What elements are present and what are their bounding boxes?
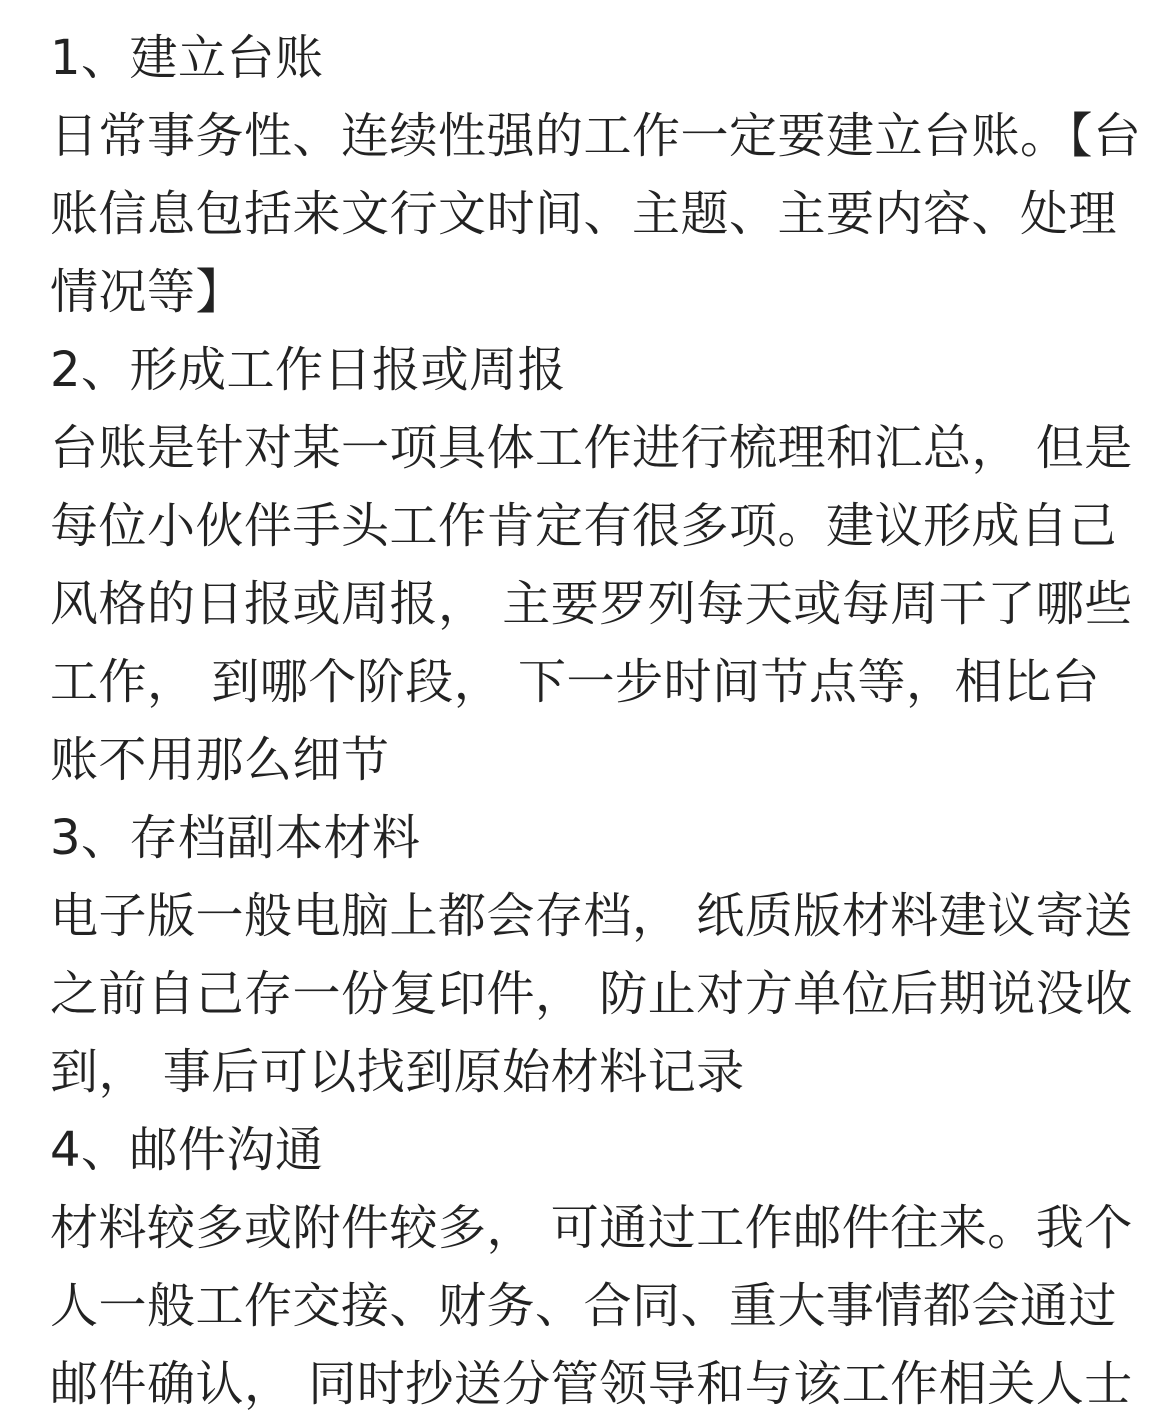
paragraph-line: 情况等】 — [50, 264, 245, 320]
section-heading-1: 1、建立台账 — [50, 30, 324, 86]
paragraph-line: 台账是针对某一项具体工作进行梳理和汇总， 但是 — [50, 420, 1133, 476]
paragraph-line: 日常事务性、连续性强的工作一定要建立台账。【台 — [50, 108, 1142, 164]
paragraph-line: 每位小伙伴手头工作肯定有很多项。建议形成自己 — [50, 498, 1118, 554]
paragraph-line: 工作， 到哪个阶段， 下一步时间节点等，相比台 — [50, 654, 1101, 710]
paragraph-line: 之前自己存一份复印件， 防止对方单位后期说没收 — [50, 966, 1133, 1022]
section-heading-4: 4、邮件沟通 — [50, 1122, 324, 1178]
paragraph-line: 邮件确认， 同时抄送分管领导和与该工作相关人士 — [50, 1356, 1133, 1412]
paragraph-line: 电子版一般电脑上都会存档， 纸质版材料建议寄送 — [50, 888, 1133, 944]
paragraph-line: 人一般工作交接、财务、合同、重大事情都会通过 — [50, 1278, 1118, 1334]
paragraph-line: 账不用那么细节 — [50, 732, 390, 788]
paragraph-line: 账信息包括来文行文时间、主题、主要内容、处理 — [50, 186, 1118, 242]
section-heading-3: 3、存档副本材料 — [50, 810, 421, 866]
paragraph-line: 风格的日报或周报， 主要罗列每天或每周干了哪些 — [50, 576, 1133, 632]
document-body — [50, 19, 1140, 1423]
paragraph-line: 材料较多或附件较多， 可通过工作邮件往来。我个 — [50, 1200, 1133, 1256]
section-heading-2: 2、形成工作日报或周报 — [50, 342, 567, 398]
paragraph-line: 到， 事后可以找到原始材料记录 — [50, 1044, 745, 1100]
